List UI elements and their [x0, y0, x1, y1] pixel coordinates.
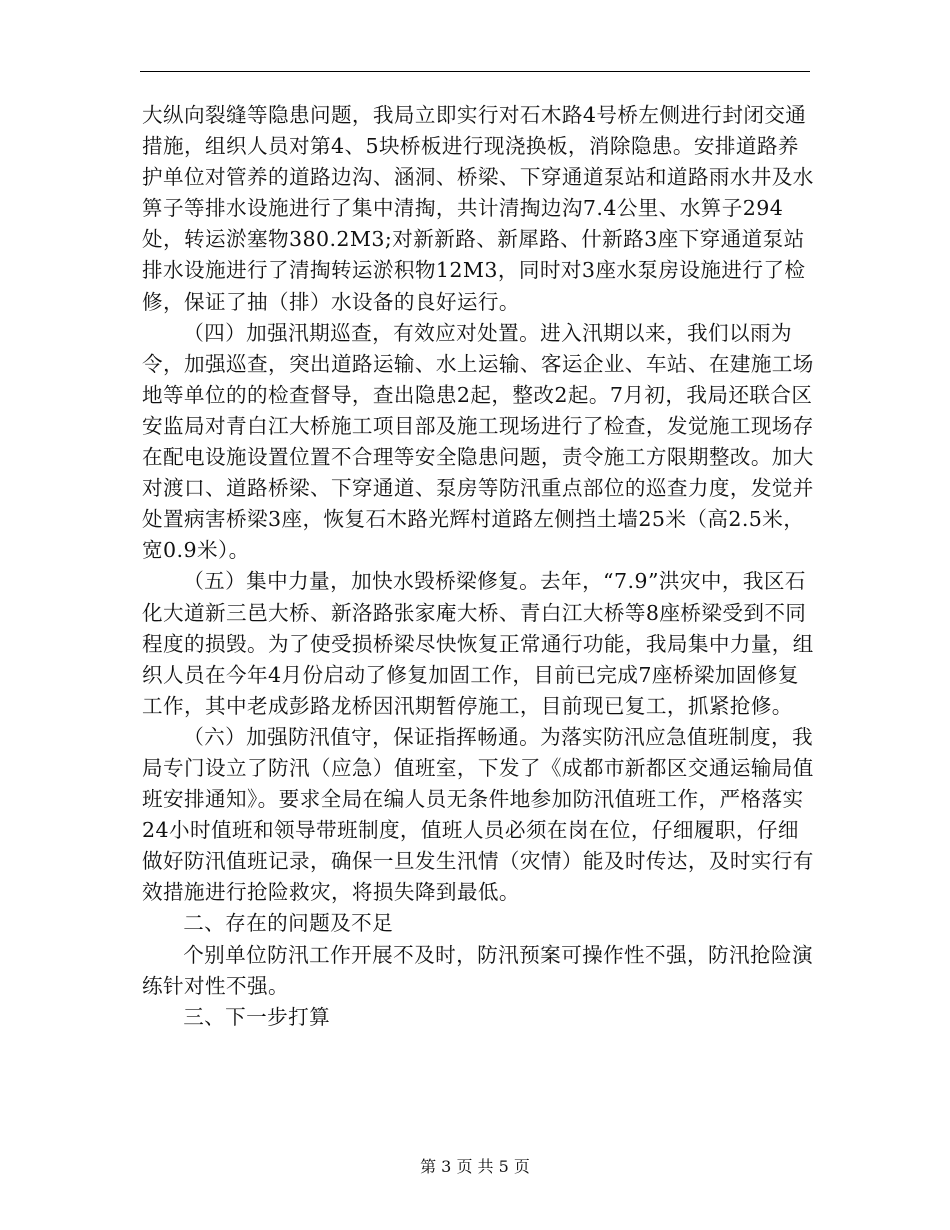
paragraph: （六）加强防汛值守，保证指挥畅通。为落实防汛应急值班制度，我局专门设立了防汛（应急）值班室，下发了《成都市新都区交通运输局值班安排通知》。要求全局在编人员无条件地参加防汛值班工作，严格落实24小时值班和领导带班制度，值班人员必须在岗在位，仔细履职，仔细做好防汛值班记录，确保一旦发生汛情（灾情）能及时传达，及时实行有效措施进行抢险救灾，将损失降到最低。	[142, 724, 814, 905]
header-rule	[140, 71, 810, 72]
paragraph: 个别单位防汛工作开展不及时，防汛预案可操作性不强，防汛抢险演练针对性不强。	[142, 942, 813, 998]
section-heading: 三、下一步打算	[183, 1004, 331, 1029]
paragraph: 大纵向裂缝等隐患问题，我局立即实行对石木路4号桥左侧进行封闭交通措施，组织人员对第4、5块桥板进行现浇换板，消除隐患。安排道路养护单位对管养的道路边沟、涵洞、桥梁、下穿通道泵站和道路雨水井及水箅子等排水设施进行了集中清掏，共计清掏边沟7.4公里、水箅子294处，转运淤塞物380.2M3;对新新路、新犀路、什新路3座下穿通道泵站排水设施进行了清掏转运淤积物12M3，同时对3座水泵房设施进行了检修，保证了抽（排）水设备的良好运行。	[142, 103, 814, 314]
paragraph: （四）加强汛期巡查，有效应对处置。进入汛期以来，我们以雨为令，加强巡查，突出道路运输、水上运输、客运企业、车站、在建施工场地等单位的的检查督导，查出隐患2起，整改2起。7月初，我局还联合区安监局对青白江大桥施工项目部及施工现场进行了检查，发觉施工现场存在配电设施设置位置不合理等安全隐患问题，责令施工方限期整改。加大对渡口、道路桥梁、下穿通道、泵房等防汛重点部位的巡查力度，发觉并处置病害桥梁3座，恢复石木路光辉村道路左侧挡土墙25米（高2.5米，宽0.9米）。	[142, 320, 814, 563]
section-heading: 二、存在的问题及不足	[183, 911, 394, 936]
paragraph: （五）集中力量，加快水毁桥梁修复。去年，“7.9”洪灾中，我区石化大道新三邑大桥、新洛路张家庵大桥、青白江大桥等8座桥梁受到不同程度的损毁。为了使受损桥梁尽快恢复正常通行功能，我局集中力量，组织人员在今年4月份启动了修复加固工作，目前已完成7座桥梁加固修复工作，其中老成彭路龙桥因汛期暂停施工，目前现已复工，抓紧抢修。	[142, 569, 814, 718]
document-body	[142, 100, 818, 1033]
page-number-footer: 第 3 页 共 5 页	[420, 1157, 530, 1176]
